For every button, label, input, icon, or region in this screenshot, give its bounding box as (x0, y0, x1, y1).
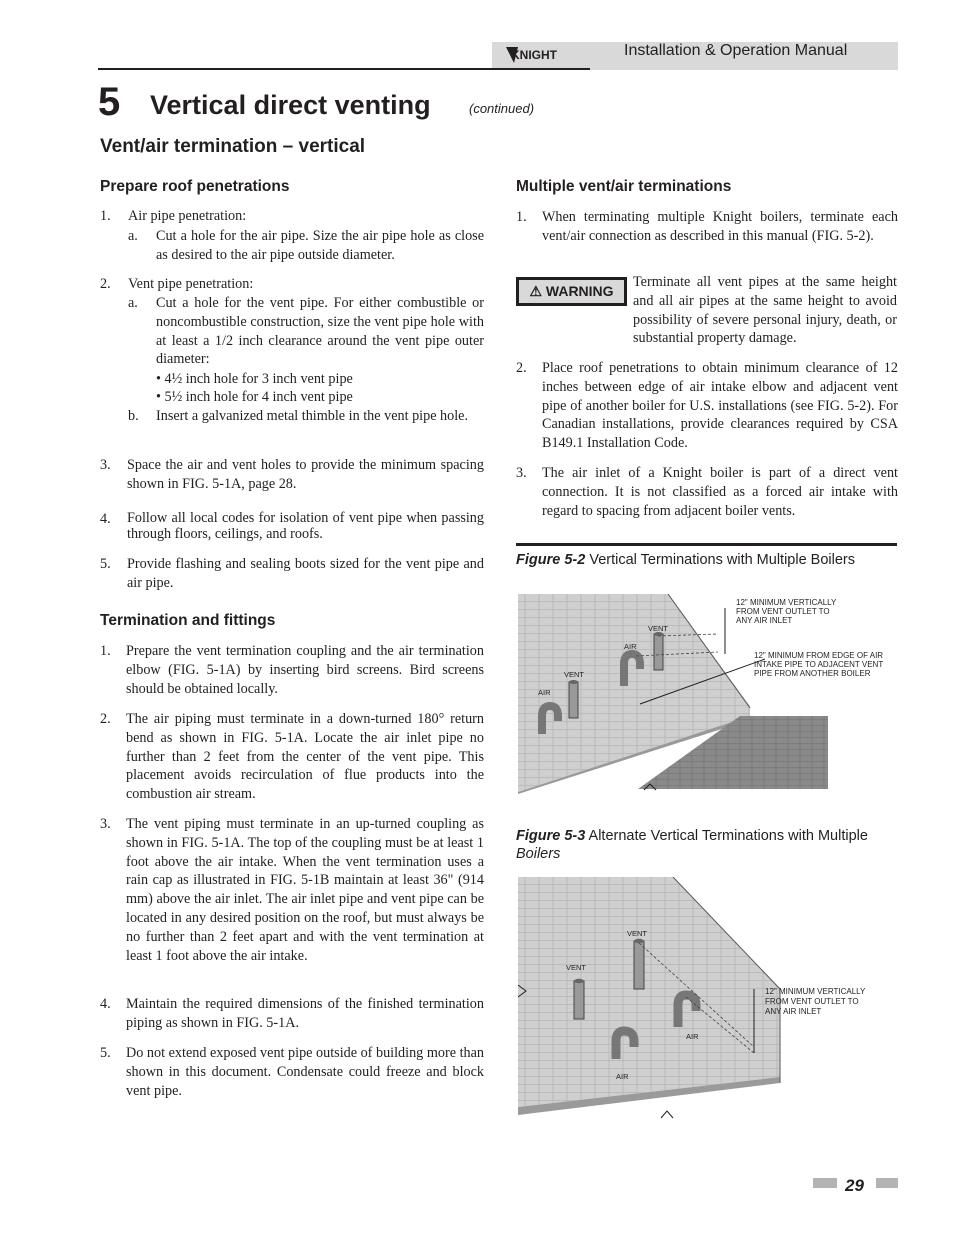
warning-badge (516, 277, 627, 306)
figure-rule (516, 543, 897, 546)
multiple-heading: Multiple vent/air terminations (516, 178, 732, 195)
list-number: 1. (100, 208, 111, 224)
termination-heading: Termination and fittings (100, 612, 276, 629)
figure-5-3-caption: Figure 5-3 Alternate Vertical Terminations with Multiple Boilers (516, 828, 868, 862)
list-item: Insert a galvanized metal thimble in the vent pipe hole. (156, 408, 469, 424)
chapter-title: Vertical direct venting (150, 90, 431, 120)
manual-title: Installation & Operation Manual (624, 42, 848, 59)
header-rule (98, 68, 590, 70)
svg-text:VENT: VENT (566, 963, 587, 972)
list-number: 1. (516, 209, 527, 225)
warning-triangle-icon: ⚠ (529, 283, 542, 299)
list-item: Do not extend exposed vent pipe outside of building more than shown in this document. Condensate could freeze and block vent pipe. (126, 1045, 484, 1099)
figure-5-2-caption: Figure 5-2 Vertical Terminations with Multiple Boilers (516, 552, 856, 568)
list-number: 4. (100, 511, 111, 527)
svg-text:ANY AIR INLET: ANY AIR INLET (765, 1007, 822, 1016)
list-item: Space the air and vent holes to provide the minimum spacing shown in FIG. 5-1A, page 28. (127, 457, 484, 492)
svg-text:AIR: AIR (686, 1032, 699, 1041)
footer-bar (876, 1178, 898, 1188)
bullet-item: • 4½ inch hole for 3 inch vent pipe (156, 371, 353, 387)
svg-text:VENT: VENT (627, 929, 648, 938)
svg-text:KNIGHT: KNIGHT (511, 48, 557, 62)
svg-text:PIPE FROM ANOTHER BOILER: PIPE FROM ANOTHER BOILER (754, 669, 871, 678)
list-letter: b. (128, 408, 139, 424)
footer-bar (813, 1178, 837, 1188)
figure-5-2-illustration (518, 594, 898, 794)
list-number: 1. (100, 643, 111, 659)
svg-text:FROM VENT OUTLET TO: FROM VENT OUTLET TO (736, 607, 830, 616)
section-title: Vent/air termination – vertical (100, 136, 366, 157)
list-number: 3. (100, 816, 111, 832)
bullet-item: • 5½ inch hole for 4 inch vent pipe (156, 389, 353, 405)
svg-text:12" MINIMUM VERTICALLY: 12" MINIMUM VERTICALLY (765, 987, 866, 996)
list-item: Place roof penetrations to obtain minimum clearance of 12 inches between edge of air intake elbow and adjacent vent pipe of another boiler for U.S. installations (see FIG. 5-2). For Canadian installations, provide clearances required by CSA B149.1 Installation Code. (542, 360, 898, 452)
list-item: Provide flashing and sealing boots sized for the vent pipe and air pipe. (127, 556, 484, 591)
list-letter: a. (128, 228, 138, 244)
svg-text:AIR: AIR (538, 688, 551, 697)
svg-text:ANY AIR INLET: ANY AIR INLET (736, 616, 793, 625)
list-item: Follow all local codes for isolation of vent pipe when passing through floors, ceilings, and roofs. (127, 510, 484, 542)
warning-label: WARNING (545, 283, 614, 299)
chapter-number: 5 (98, 80, 121, 124)
list-number: 2. (100, 276, 111, 292)
list-number: 2. (516, 360, 527, 376)
list-letter: a. (128, 295, 138, 311)
list-number: 5. (100, 556, 111, 572)
svg-text:12" MINIMUM FROM EDGE OF AIR: 12" MINIMUM FROM EDGE OF AIR (754, 651, 884, 660)
list-item: Maintain the required dimensions of the finished termination piping as shown in FIG. 5-1A. (126, 996, 484, 1031)
warning-text: Terminate all vent pipes at the same height and all air pipes at the same height to avoid possibility of severe personal injury, death, or substantial property damage. (633, 274, 897, 347)
svg-text:VENT: VENT (648, 624, 669, 633)
list-item: Air pipe penetration: (128, 208, 247, 224)
list-number: 2. (100, 711, 111, 727)
prepare-heading: Prepare roof penetrations (100, 178, 290, 195)
svg-text:VENT: VENT (564, 670, 585, 679)
list-item: The vent piping must terminate in an up-turned coupling as shown in FIG. 5-1A. The top of the coupling must be at least 1 foot above the air intake. When the vent termination uses a rain cap as illustrated in FIG. 5-1B maintain at least 36" (914 mm) above the air inlet. The air inlet pipe and vent pipe can be located in any desired position on the roof, but must always be no further than 2 feet apart and with the vent termination at least 1 foot above the air intake. (126, 816, 484, 964)
chapter-continued: (continued) (469, 101, 535, 116)
svg-text:12" MINIMUM VERTICALLY: 12" MINIMUM VERTICALLY (736, 598, 837, 607)
svg-text:AIR: AIR (616, 1072, 629, 1081)
list-item: Prepare the vent termination coupling and the air termination elbow (FIG. 5-1A) by inserting bird screens. Bird screens should be obtained locally. (126, 643, 484, 697)
list-item: Vent pipe penetration: (128, 276, 254, 292)
list-item: The air inlet of a Knight boiler is part of a direct vent connection. It is not classified as a forced air intake with regard to spacing from adjacent boiler vents. (542, 465, 898, 519)
page-number: 29 (845, 1176, 864, 1195)
list-item: Cut a hole for the air pipe. Size the air pipe hole as close as desired to the air pipe outside diameter. (156, 228, 484, 263)
knight-logo (502, 44, 582, 66)
list-number: 3. (100, 457, 111, 473)
svg-text:FROM VENT OUTLET TO: FROM VENT OUTLET TO (765, 997, 859, 1006)
list-number: 3. (516, 465, 527, 481)
list-number: 5. (100, 1045, 111, 1061)
figure-5-3-illustration (518, 877, 898, 1122)
list-number: 4. (100, 996, 111, 1012)
svg-text:AIR: AIR (624, 642, 637, 651)
svg-text:INTAKE PIPE TO ADJACENT VENT: INTAKE PIPE TO ADJACENT VENT (754, 660, 884, 669)
list-item: The air piping must terminate in a down-turned 180° return bend as shown in FIG. 5-1A. Locate the air inlet pipe no further than 2 feet from the center of the vent pipe. This placement avoids recirculation of flue products into the combustion air stream. (126, 711, 484, 803)
list-item: Cut a hole for the vent pipe. For either combustible or noncombustible construction, size the vent pipe hole with at least a 1/2 inch clearance around the vent pipe outer diameter: (156, 295, 484, 368)
list-item: When terminating multiple Knight boilers, terminate each vent/air connection as described in this manual (FIG. 5-2). (542, 209, 898, 244)
